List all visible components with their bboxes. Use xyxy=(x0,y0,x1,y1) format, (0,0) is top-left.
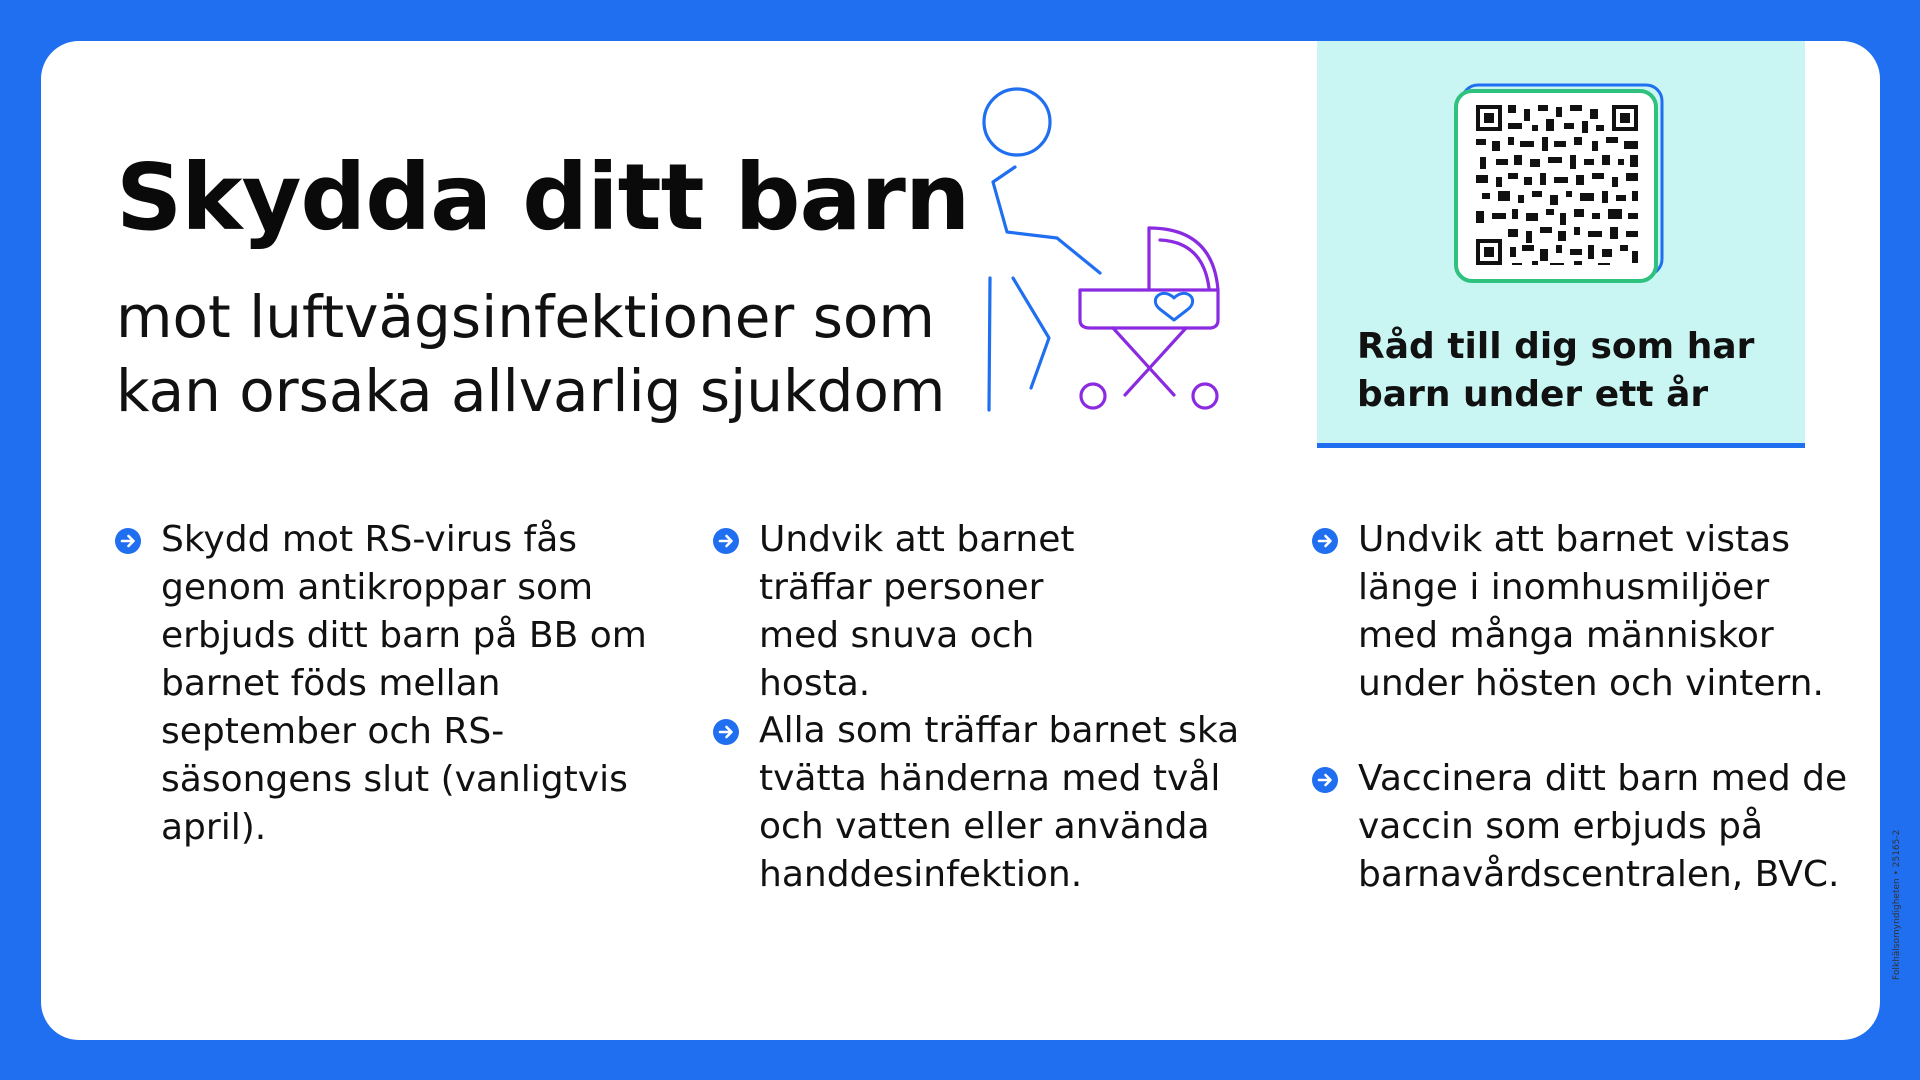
bullet-text: Undvik att barnet vistas länge i inomhusmiljöer med många människor under hösten och vintern. xyxy=(1358,519,1824,704)
subtitle-line-2: kan orsaka allvarlig sjukdom xyxy=(116,357,946,425)
arrow-right-circle-icon xyxy=(1312,767,1338,793)
bullet-item xyxy=(115,516,655,852)
bullet-item xyxy=(1312,516,1852,708)
parent-with-pram-icon xyxy=(975,80,1235,420)
qr-caption: Råd till dig som har barn under ett år xyxy=(1357,326,1755,415)
bullet-item xyxy=(713,516,1253,708)
arrow-right-circle-icon xyxy=(713,528,739,554)
bullet-text: Undvik att barnet träffar personer med snuva och hosta. xyxy=(759,519,1075,704)
arrow-right-circle-icon xyxy=(1312,528,1338,554)
arrow-right-circle-icon xyxy=(115,528,141,554)
qr-panel xyxy=(1317,41,1805,448)
qr-code-icon[interactable] xyxy=(1452,79,1672,289)
subtitle-line-1: mot luftvägsinfektioner som xyxy=(116,283,935,351)
bullet-item xyxy=(1312,755,1852,899)
page-title: Skydda ditt barn xyxy=(116,144,970,251)
arrow-right-circle-icon xyxy=(713,719,739,745)
bullet-item xyxy=(713,707,1253,899)
bullet-text: Skydd mot RS-virus fås genom antikroppar som erbjuds ditt barn på BB om barnet föds mellan september och RS-säsongens slut (vanligtvis april). xyxy=(161,519,647,848)
page-subtitle xyxy=(116,280,945,428)
publisher-reference: Folkhälsomyndigheten • 25165-2 xyxy=(1892,829,1902,980)
bullet-text: Vaccinera ditt barn med de vaccin som erbjuds på barnavårdscentralen, BVC. xyxy=(1358,758,1848,895)
bullet-text: Alla som träffar barnet ska tvätta händerna med tvål och vatten eller använda handdesinfektion. xyxy=(759,710,1240,895)
